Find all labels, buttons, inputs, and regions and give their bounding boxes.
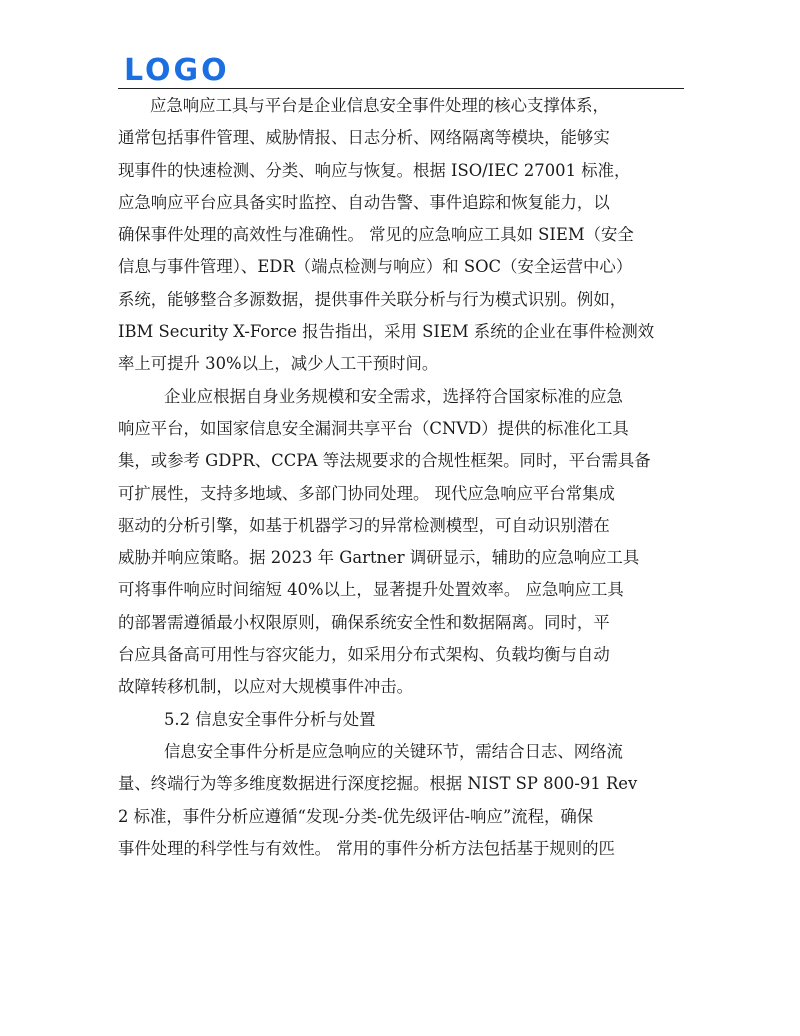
paragraph-2-line-2: 响应平台，如国家信息安全漏洞共享平台（CNVD）提供的标准化工具 (118, 418, 629, 438)
paragraph-2-line-8: 的部署需遵循最小权限原则，确保系统安全性和数据隔离。同时，平 (118, 612, 610, 632)
paragraph-1-line-3: 现事件的快速检测、分类、响应与恢复。根据 ISO/IEC 27001 标准， (118, 160, 631, 180)
paragraph-3-line-4: 事件处理的科学性与有效性。 常用的事件分析方法包括基于规则的匹 (118, 838, 615, 858)
paragraph-3-line-3: 2 标准，事件分析应遵循“发现-分类-优先级评估-响应”流程，确保 (118, 806, 594, 826)
paragraph-1-line-4: 应急响应平台应具备实时监控、自动告警、事件追踪和恢复能力，以 (118, 192, 610, 212)
paragraph-2-line-6: 威胁并响应策略。据 2023 年 Gartner 调研显示，辅助的应急响应工具 (118, 548, 640, 568)
paragraph-1-line-5: 确保事件处理的高效性与准确性。 常见的应急响应工具如 SIEM（安全 (118, 225, 634, 245)
paragraph-1-line-6: 信息与事件管理）、EDR（端点检测与响应）和 SOC（安全运营中心） (118, 257, 633, 277)
logo: LOGO (124, 53, 230, 88)
paragraph-3-line-2: 量、终端行为等多维度数据进行深度挖掘。根据 NIST SP 800-91 Rev (118, 774, 638, 794)
paragraph-1-line-1: 应急响应工具与平台是企业信息安全事件处理的核心支撑体系， (150, 96, 609, 115)
paragraph-2-line-9: 台应具备高可用性与容灾能力，如采用分布式架构、负载均衡与自动 (118, 645, 610, 665)
paragraph-1-line-9: 率上可提升 30%以上，减少人工干预时间。 (118, 354, 439, 374)
paragraph-2-line-5: 驱动的分析引擎，如基于机器学习的异常检测模型，可自动识别潜在 (118, 515, 610, 535)
paragraph-2-line-7: 可将事件响应时间缩短 40%以上，显著提升处置效率。 应急响应工具 (118, 580, 624, 600)
paragraph-2-line-4: 可扩展性，支持多地域、多部门协同处理。 现代应急响应平台常集成 (118, 483, 615, 503)
paragraph-1-line-2: 通常包括事件管理、威胁情报、日志分析、网络隔离等模块，能够实 (118, 128, 610, 148)
paragraph-2-line-3: 集，或参考 GDPR、CCPA 等法规要求的合规性框架。同时，平台需具备 (118, 451, 651, 471)
document-body (118, 90, 698, 865)
paragraph-1-line-7: 系统，能够整合多源数据，提供事件关联分析与行为模式识别。例如， (118, 289, 627, 309)
section-heading: 5.2 信息安全事件分析与处置 (164, 709, 376, 729)
page-header (118, 50, 684, 89)
paragraph-2-line-1: 企业应根据自身业务规模和安全需求，选择符合国家标准的应急 (164, 386, 623, 406)
paragraph-2-line-10: 故障转移机制，以应对大规模事件冲击。 (118, 677, 414, 697)
paragraph-1-line-8: IBM Security X-Force 报告指出，采用 SIEM 系统的企业在事件检测效 (118, 322, 655, 342)
paragraph-3-line-1: 信息安全事件分析是应急响应的关键环节，需结合日志、网络流 (164, 741, 623, 761)
